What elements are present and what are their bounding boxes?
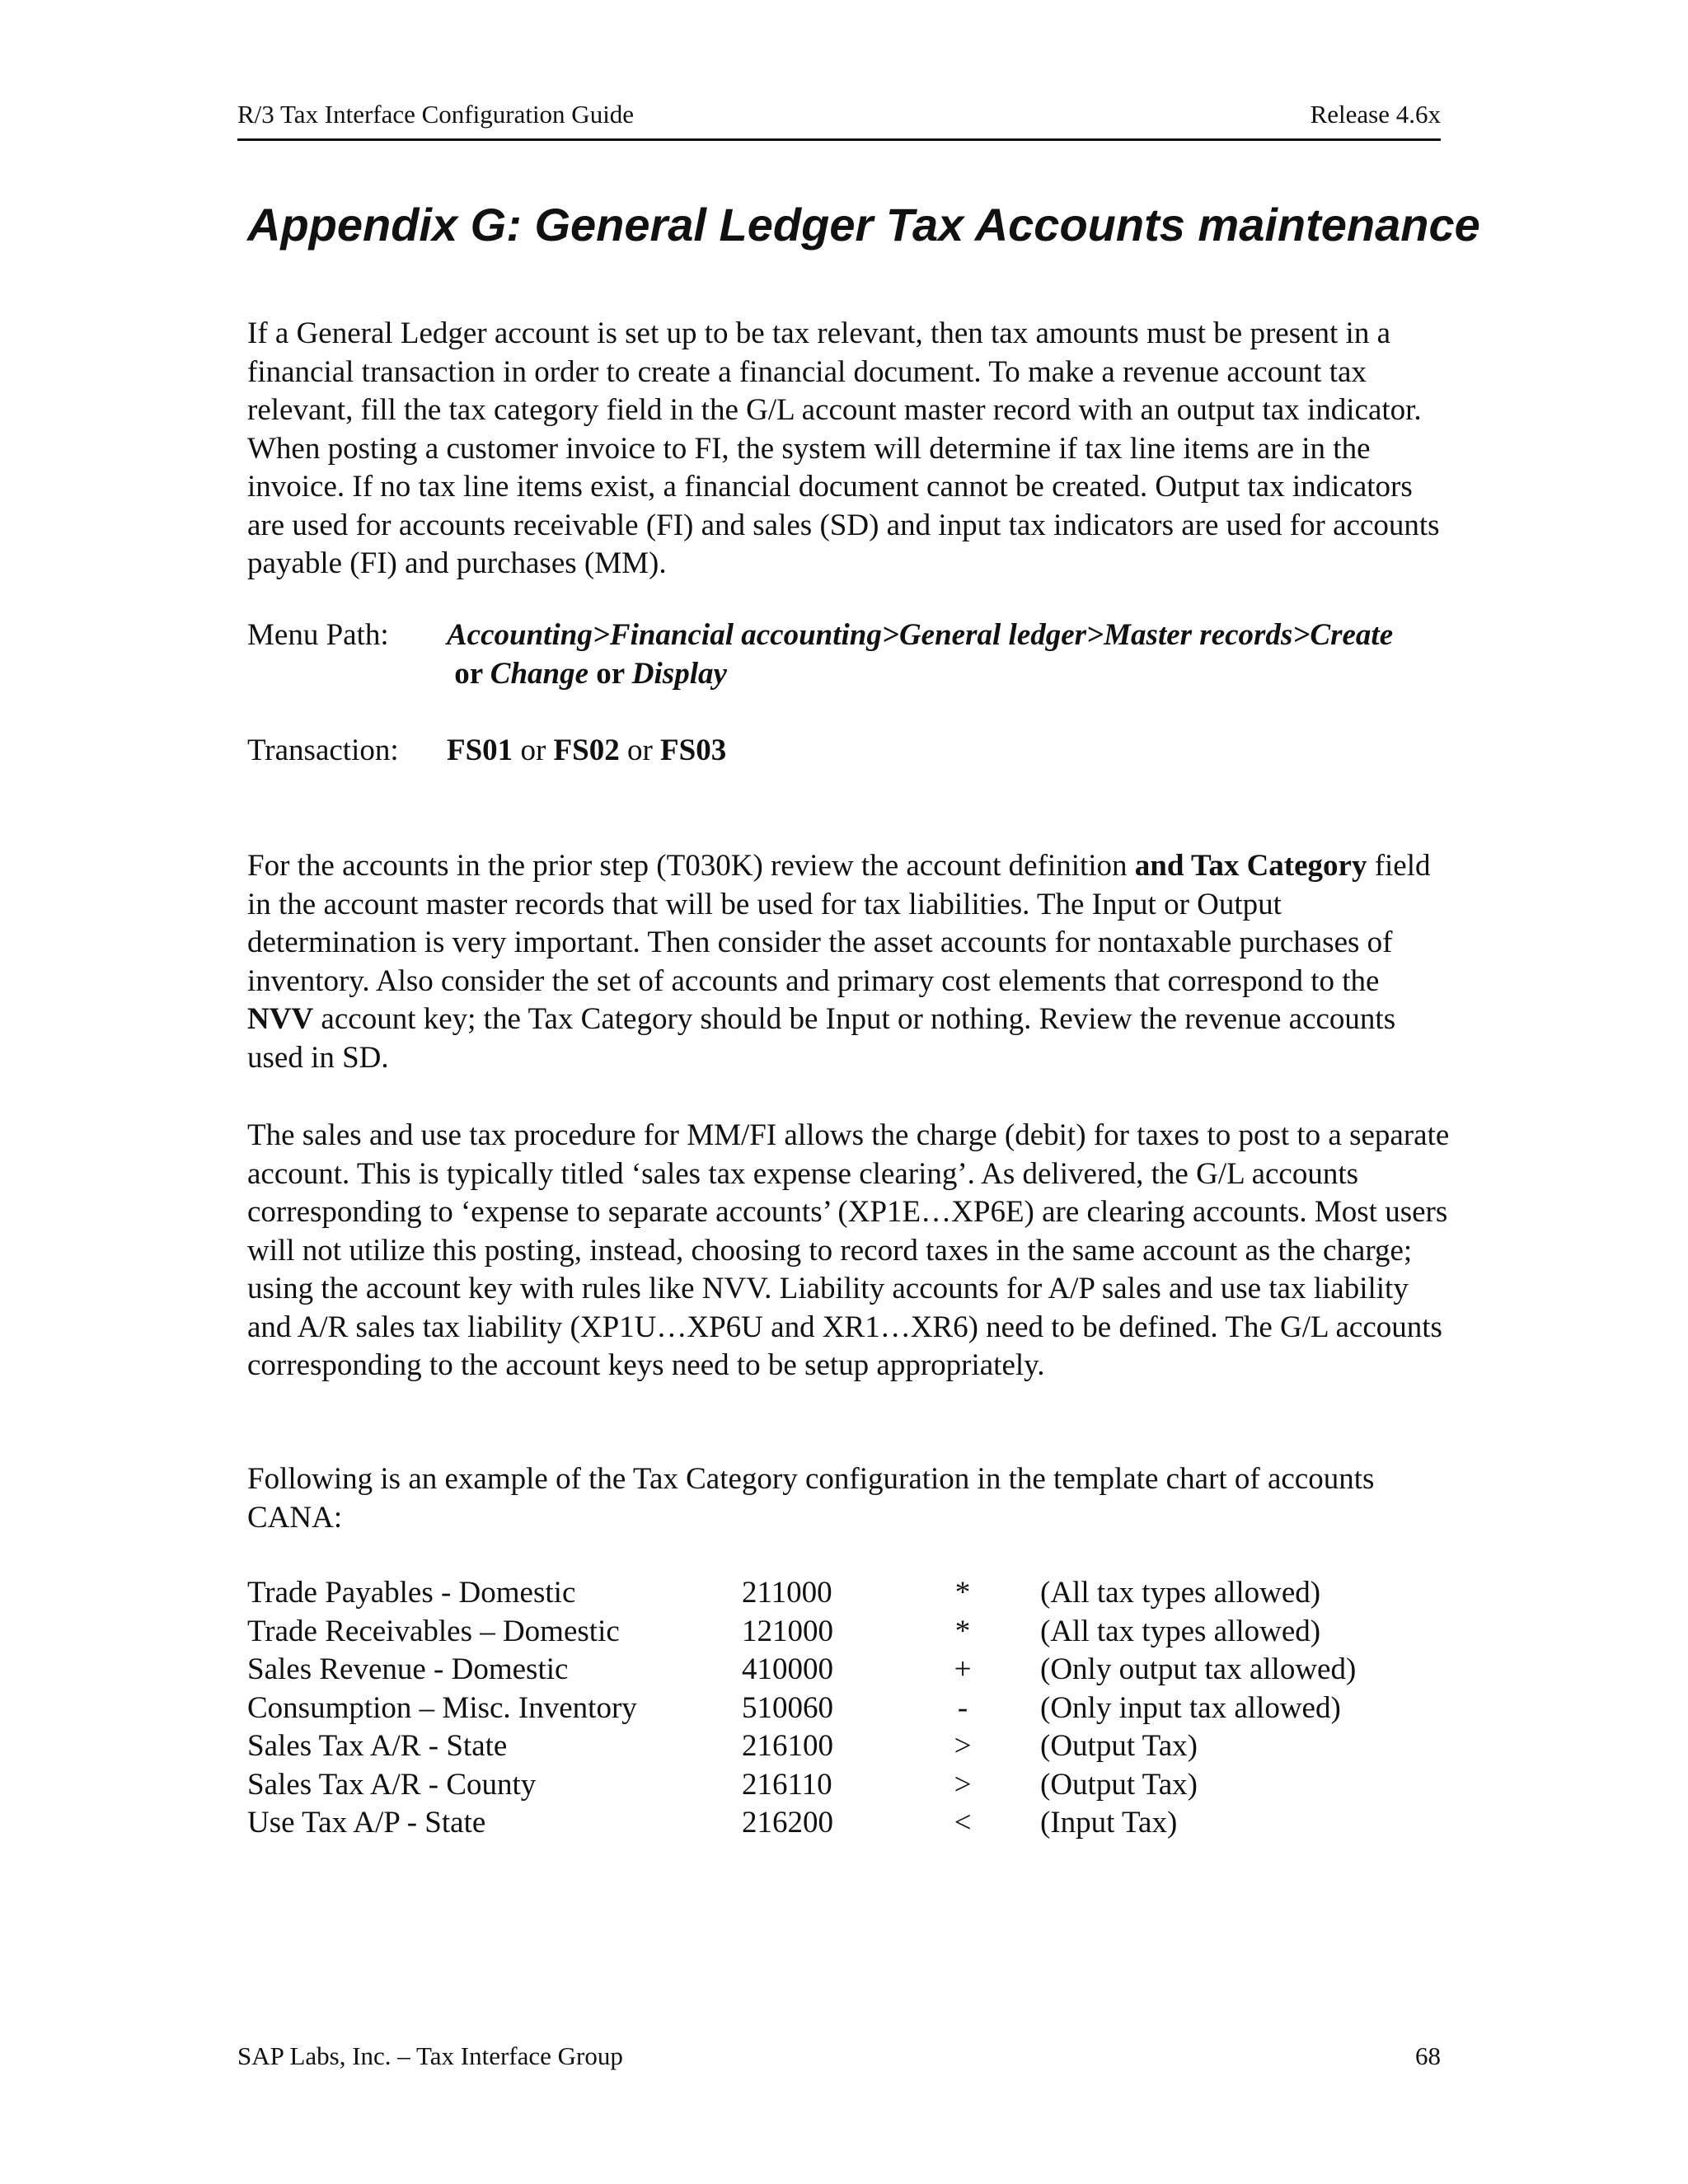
account-number: 410000	[742, 1652, 833, 1686]
paragraph-text: For the accounts in the prior step (T030K) review the account definition	[247, 849, 1135, 883]
tax-category-symbol: -	[957, 1690, 968, 1725]
tax-category-description: (Output Tax)	[1040, 1767, 1198, 1802]
paragraph-tax-relevant: If a General Ledger account is set up to be tax relevant, then tax amounts must be present in a financial transaction in order to create a financial document. To make a revenue account tax relevant, fill the tax category field in the G/L account master record with an output tax indicator. When posting a customer invoice to FI, the system will determine if tax line items are in the invoice. If no tax line items exist, a financial document cannot be created. Output tax indicators are used for accounts receivable (FI) and sales (SD) and input tax indicators are used for accounts payable (FI) and purchases (MM).	[247, 316, 1440, 580]
footer-organization: SAP Labs, Inc. – Tax Interface Group	[237, 2041, 623, 2070]
account-number: 121000	[742, 1614, 833, 1648]
tax-category-description: (Only input tax allowed)	[1040, 1690, 1341, 1725]
tax-category-symbol: >	[954, 1767, 972, 1802]
tax-category-description: (Input Tax)	[1040, 1806, 1178, 1840]
account-number: 211000	[742, 1576, 832, 1610]
account-name: Sales Tax A/R - State	[247, 1729, 508, 1763]
paragraph-text: account key; the Tax Category should be Input or nothing. Review the revenue accounts used in SD.	[247, 1002, 1396, 1075]
tax-category-account-list	[247, 1574, 1484, 1843]
paragraph-text: field in the account master records that will be used for tax liabilities. The Input or Output determination is very important. Then consider the asset accounts for nontaxable purchases of inventory. Also consider the set of accounts and primary cost elements that correspond to the	[247, 849, 1431, 998]
tax-category-description: (Only output tax allowed)	[1040, 1652, 1357, 1686]
account-name: Sales Tax A/R - County	[247, 1767, 537, 1802]
account-name: Consumption – Misc. Inventory	[247, 1690, 637, 1725]
paragraph-bold-term: NVV	[247, 1002, 314, 1036]
account-row	[247, 1727, 1484, 1766]
menu-path-change: Change	[490, 656, 589, 691]
transaction-value	[447, 732, 1436, 771]
paragraph-bold-term: and Tax Category	[1134, 849, 1367, 883]
menu-path-value	[447, 616, 1436, 693]
transaction-code: FS01	[447, 733, 513, 767]
menu-path-display: Display	[631, 656, 727, 691]
paragraph-example-intro: Following is an example of the Tax Category configuration in the template chart of accounts CANA:	[247, 1462, 1375, 1535]
header-guide-title: R/3 Tax Interface Configuration Guide	[237, 100, 635, 129]
account-number: 216110	[742, 1767, 832, 1802]
account-row	[247, 1574, 1484, 1613]
transaction-or: or	[513, 733, 554, 767]
account-name: Trade Receivables – Domestic	[247, 1614, 620, 1648]
running-header	[237, 97, 1441, 141]
account-name: Use Tax A/P - State	[247, 1806, 486, 1840]
tax-category-symbol: >	[954, 1729, 972, 1763]
tax-category-description: (Output Tax)	[1040, 1729, 1198, 1763]
page-title: Appendix G: General Ledger Tax Accounts maintenance	[247, 199, 1480, 251]
account-name: Sales Revenue - Domestic	[247, 1652, 569, 1686]
menu-path-or: or	[447, 656, 490, 691]
header-release: Release 4.6x	[1310, 100, 1441, 129]
account-row	[247, 1690, 1484, 1728]
tax-category-description: (All tax types allowed)	[1040, 1614, 1321, 1648]
transaction-code: FS03	[660, 733, 727, 767]
account-number: 510060	[742, 1690, 833, 1725]
tax-category-description: (All tax types allowed)	[1040, 1576, 1321, 1610]
paragraph-account-review	[247, 847, 1451, 1077]
transaction-label: Transaction:	[247, 733, 399, 767]
paragraph-sales-use-tax: The sales and use tax procedure for MM/FI allows the charge (debit) for taxes to post to a separate account. This is typically titled ‘sales tax expense clearing’. As delivered, the G/L accounts corresponding to ‘expense to separate accounts’ (XP1E…XP6E) are clearing accounts. Most users will not utilize this posting, instead, choosing to record taxes in the same account as the charge; using the account key with rules like NVV. Liability accounts for A/P sales and use tax liability and A/R sales tax liability (XP1U…XP6U and XR1…XR6) need to be defined. The G/L accounts corresponding to the account keys need to be setup appropriately.	[247, 1118, 1450, 1382]
tax-category-symbol: *	[954, 1576, 971, 1610]
transaction-code: FS02	[553, 733, 620, 767]
account-row	[247, 1651, 1484, 1690]
page-number: 68	[1415, 2041, 1441, 2070]
menu-path-label: Menu Path:	[247, 618, 389, 652]
menu-path-main: Accounting>Financial accounting>General ledger>Master records>Create	[447, 618, 1394, 652]
account-row	[247, 1804, 1484, 1843]
account-number: 216200	[742, 1806, 833, 1840]
account-name: Trade Payables - Domestic	[247, 1576, 576, 1610]
account-row	[247, 1613, 1484, 1652]
menu-path-or: or	[588, 656, 632, 691]
account-row	[247, 1766, 1484, 1805]
tax-category-symbol: +	[954, 1652, 972, 1686]
transaction-or: or	[619, 733, 661, 767]
account-number: 216100	[742, 1729, 833, 1763]
tax-category-symbol: <	[954, 1806, 972, 1840]
tax-category-symbol: *	[954, 1614, 971, 1648]
